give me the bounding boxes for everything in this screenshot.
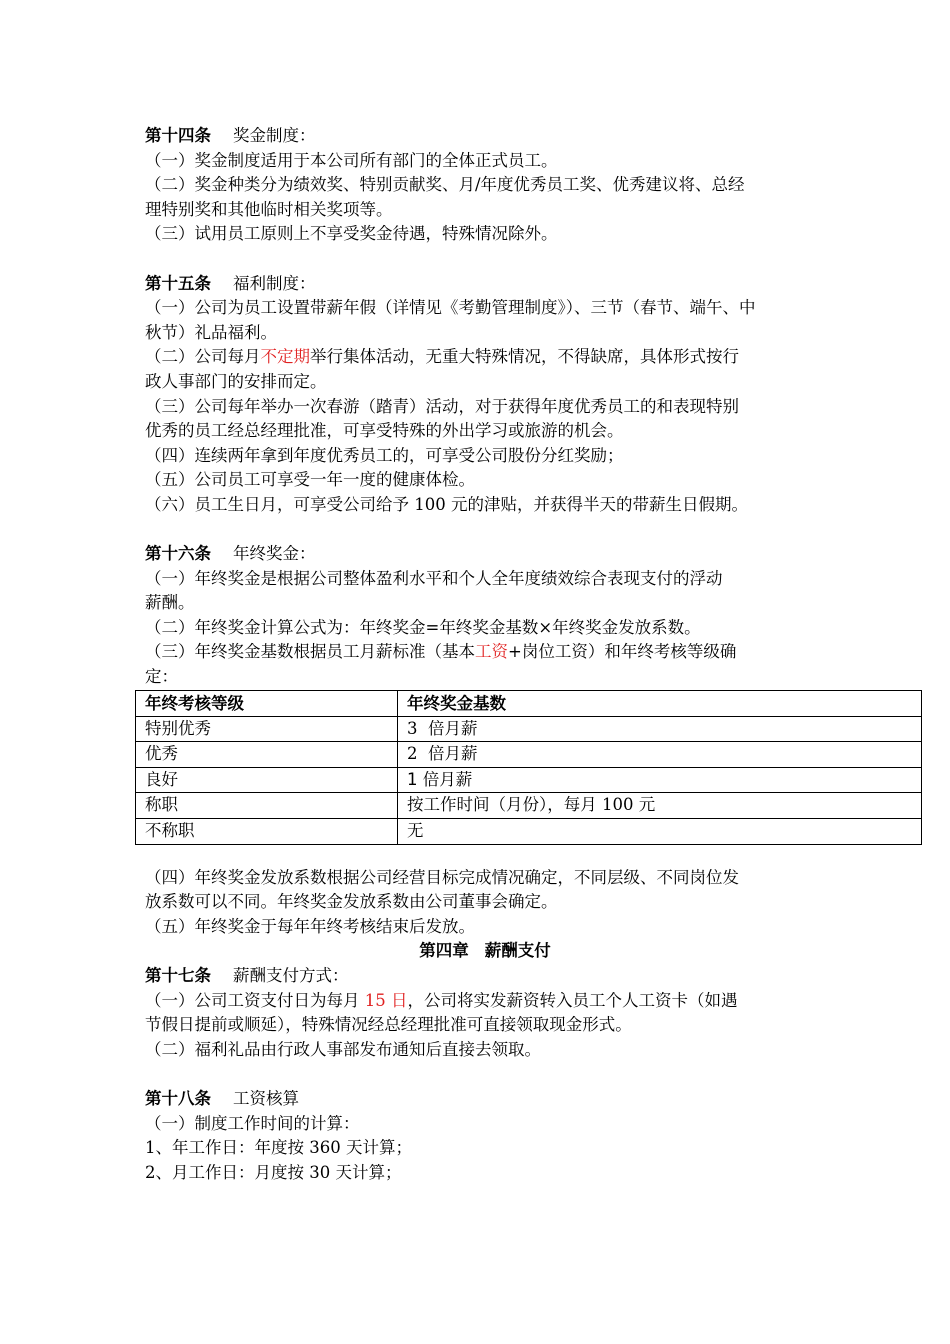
text-run: （一）公司工资支付日为每月 [145, 990, 365, 1010]
text-run: ，公司将实发薪资转入员工个人工资卡（如遇 [407, 990, 738, 1010]
chapter-number: 第四章 [419, 941, 469, 961]
paragraph-line: （一）公司为员工设置带薪年假（详情见《考勤管理制度》）、三节（春节、端午、中 [145, 298, 756, 318]
article-18-number: 第十八条 [145, 1089, 211, 1108]
document-page [145, 124, 825, 1185]
table-cell: 按工作时间（月份），每月 100 元 [398, 793, 922, 819]
paragraph-line: （五）公司员工可享受一年一度的健康体检。 [145, 470, 475, 490]
text-run: 举行集体活动，无重大特殊情况，不得缺席，具体形式按行 [310, 347, 739, 367]
article-16-body-continued [145, 866, 825, 940]
paragraph-line: （一）制度工作时间的计算： [145, 1113, 360, 1133]
paragraph-line: （五）年终奖金于每年年终考核结束后发放。 [145, 916, 475, 936]
bonus-table-wrapper [145, 690, 825, 844]
paragraph-line [145, 640, 825, 665]
table-header-cell: 年终考核等级 [136, 690, 398, 716]
paragraph-line [145, 989, 825, 1014]
paragraph-line: 1、年工作日：年度按 360 天计算； [145, 1138, 412, 1158]
paragraph-line: （六）员工生日月，可享受公司给予 100 元的津贴，并获得半天的带薪生日假期。 [145, 494, 748, 514]
table-cell: 1 倍月薪 [398, 767, 922, 793]
paragraph-line: （四）连续两年拿到年度优秀员工的，可享受公司股份分红奖励； [145, 445, 624, 465]
paragraph-line: （二）福利礼品由行政人事部发布通知后直接去领取。 [145, 1039, 541, 1059]
table-cell: 优秀 [136, 742, 398, 768]
paragraph-line [145, 345, 825, 370]
article-15-heading [145, 272, 825, 297]
paragraph-line: 优秀的员工经总经理批准，可享受特殊的外出学习或旅游的机会。 [145, 421, 624, 441]
article-16-number: 第十六条 [145, 544, 211, 564]
table-cell: 3 倍月薪 [398, 716, 922, 742]
article-14-number: 第十四条 [145, 126, 211, 145]
table-header-row [136, 690, 922, 716]
article-18-body [145, 1112, 825, 1186]
table-cell: 2 倍月薪 [398, 742, 922, 768]
paragraph-line: 放系数可以不同。年终奖金发放系数由公司董事会确定。 [145, 892, 558, 912]
article-15-title: 福利制度： [233, 273, 316, 293]
table-cell: 不称职 [136, 819, 398, 845]
paragraph-line: 政人事部门的安排而定。 [145, 371, 327, 391]
article-16-body [145, 567, 825, 690]
table-cell: 称职 [136, 793, 398, 819]
paragraph-line: （四）年终奖金发放系数根据公司经营目标完成情况确定，不同层级、不同岗位发 [145, 867, 739, 887]
table-row [136, 793, 922, 819]
paragraph-line: 薪酬。 [145, 593, 195, 613]
chapter-title: 薪酬支付 [484, 941, 551, 961]
paragraph-line: 2、月工作日：月度按 30 天计算； [145, 1162, 402, 1182]
table-header-cell: 年终奖金基数 [398, 690, 922, 716]
article-14-body [145, 149, 825, 247]
highlighted-text: 工资 [475, 642, 508, 662]
article-17-body [145, 989, 825, 1063]
paragraph-line: 秋节）礼品福利。 [145, 322, 277, 342]
table-cell: 特别优秀 [136, 716, 398, 742]
paragraph-line: 理特别奖和其他临时相关奖项等。 [145, 199, 393, 219]
article-16-heading [145, 542, 825, 567]
text-run: （三）年终奖金基数根据员工月薪标准（基本 [145, 642, 475, 662]
table-row [136, 742, 922, 768]
article-15-body [145, 296, 825, 517]
article-18-heading [145, 1087, 825, 1112]
article-17-heading [145, 964, 825, 989]
article-14-title: 奖金制度： [233, 126, 316, 145]
article-16-title: 年终奖金： [233, 544, 316, 564]
paragraph-line: 定： [145, 667, 178, 687]
paragraph-line: （二）奖金种类分为绩效奖、特别贡献奖、月/年度优秀员工奖、优秀建议将、总经 [145, 175, 745, 195]
article-17-title: 薪酬支付方式： [233, 966, 349, 986]
paragraph-line: （一）年终奖金是根据公司整体盈利水平和个人全年度绩效综合表现支付的浮动 [145, 568, 723, 588]
paragraph-line: （三）试用员工原则上不享受奖金待遇，特殊情况除外。 [145, 224, 558, 244]
text-run: +岗位工资）和年终考核等级确 [508, 642, 737, 662]
table-row [136, 716, 922, 742]
paragraph-line: 节假日提前或顺延），特殊情况经总经理批准可直接领取现金形式。 [145, 1015, 632, 1035]
chapter-heading [145, 939, 825, 964]
bonus-grade-table [135, 690, 922, 845]
table-row [136, 767, 922, 793]
paragraph-line: （一）奖金制度适用于本公司所有部门的全体正式员工。 [145, 150, 558, 170]
article-15-number: 第十五条 [145, 273, 211, 293]
table-row [136, 819, 922, 845]
highlighted-text: 不定期 [260, 347, 310, 367]
table-cell: 无 [398, 819, 922, 845]
table-cell: 良好 [136, 767, 398, 793]
article-18-title: 工资核算 [233, 1089, 299, 1108]
text-run: （二）公司每月 [145, 347, 261, 367]
paragraph-line: （二）年终奖金计算公式为：年终奖金=年终奖金基数×年终奖金发放系数。 [145, 617, 701, 637]
article-14-heading [145, 124, 825, 149]
paragraph-line: （三）公司每年举办一次春游（踏青）活动，对于获得年度优秀员工的和表现特别 [145, 396, 739, 416]
article-17-number: 第十七条 [145, 966, 211, 986]
highlighted-text: 15 日 [364, 990, 408, 1010]
